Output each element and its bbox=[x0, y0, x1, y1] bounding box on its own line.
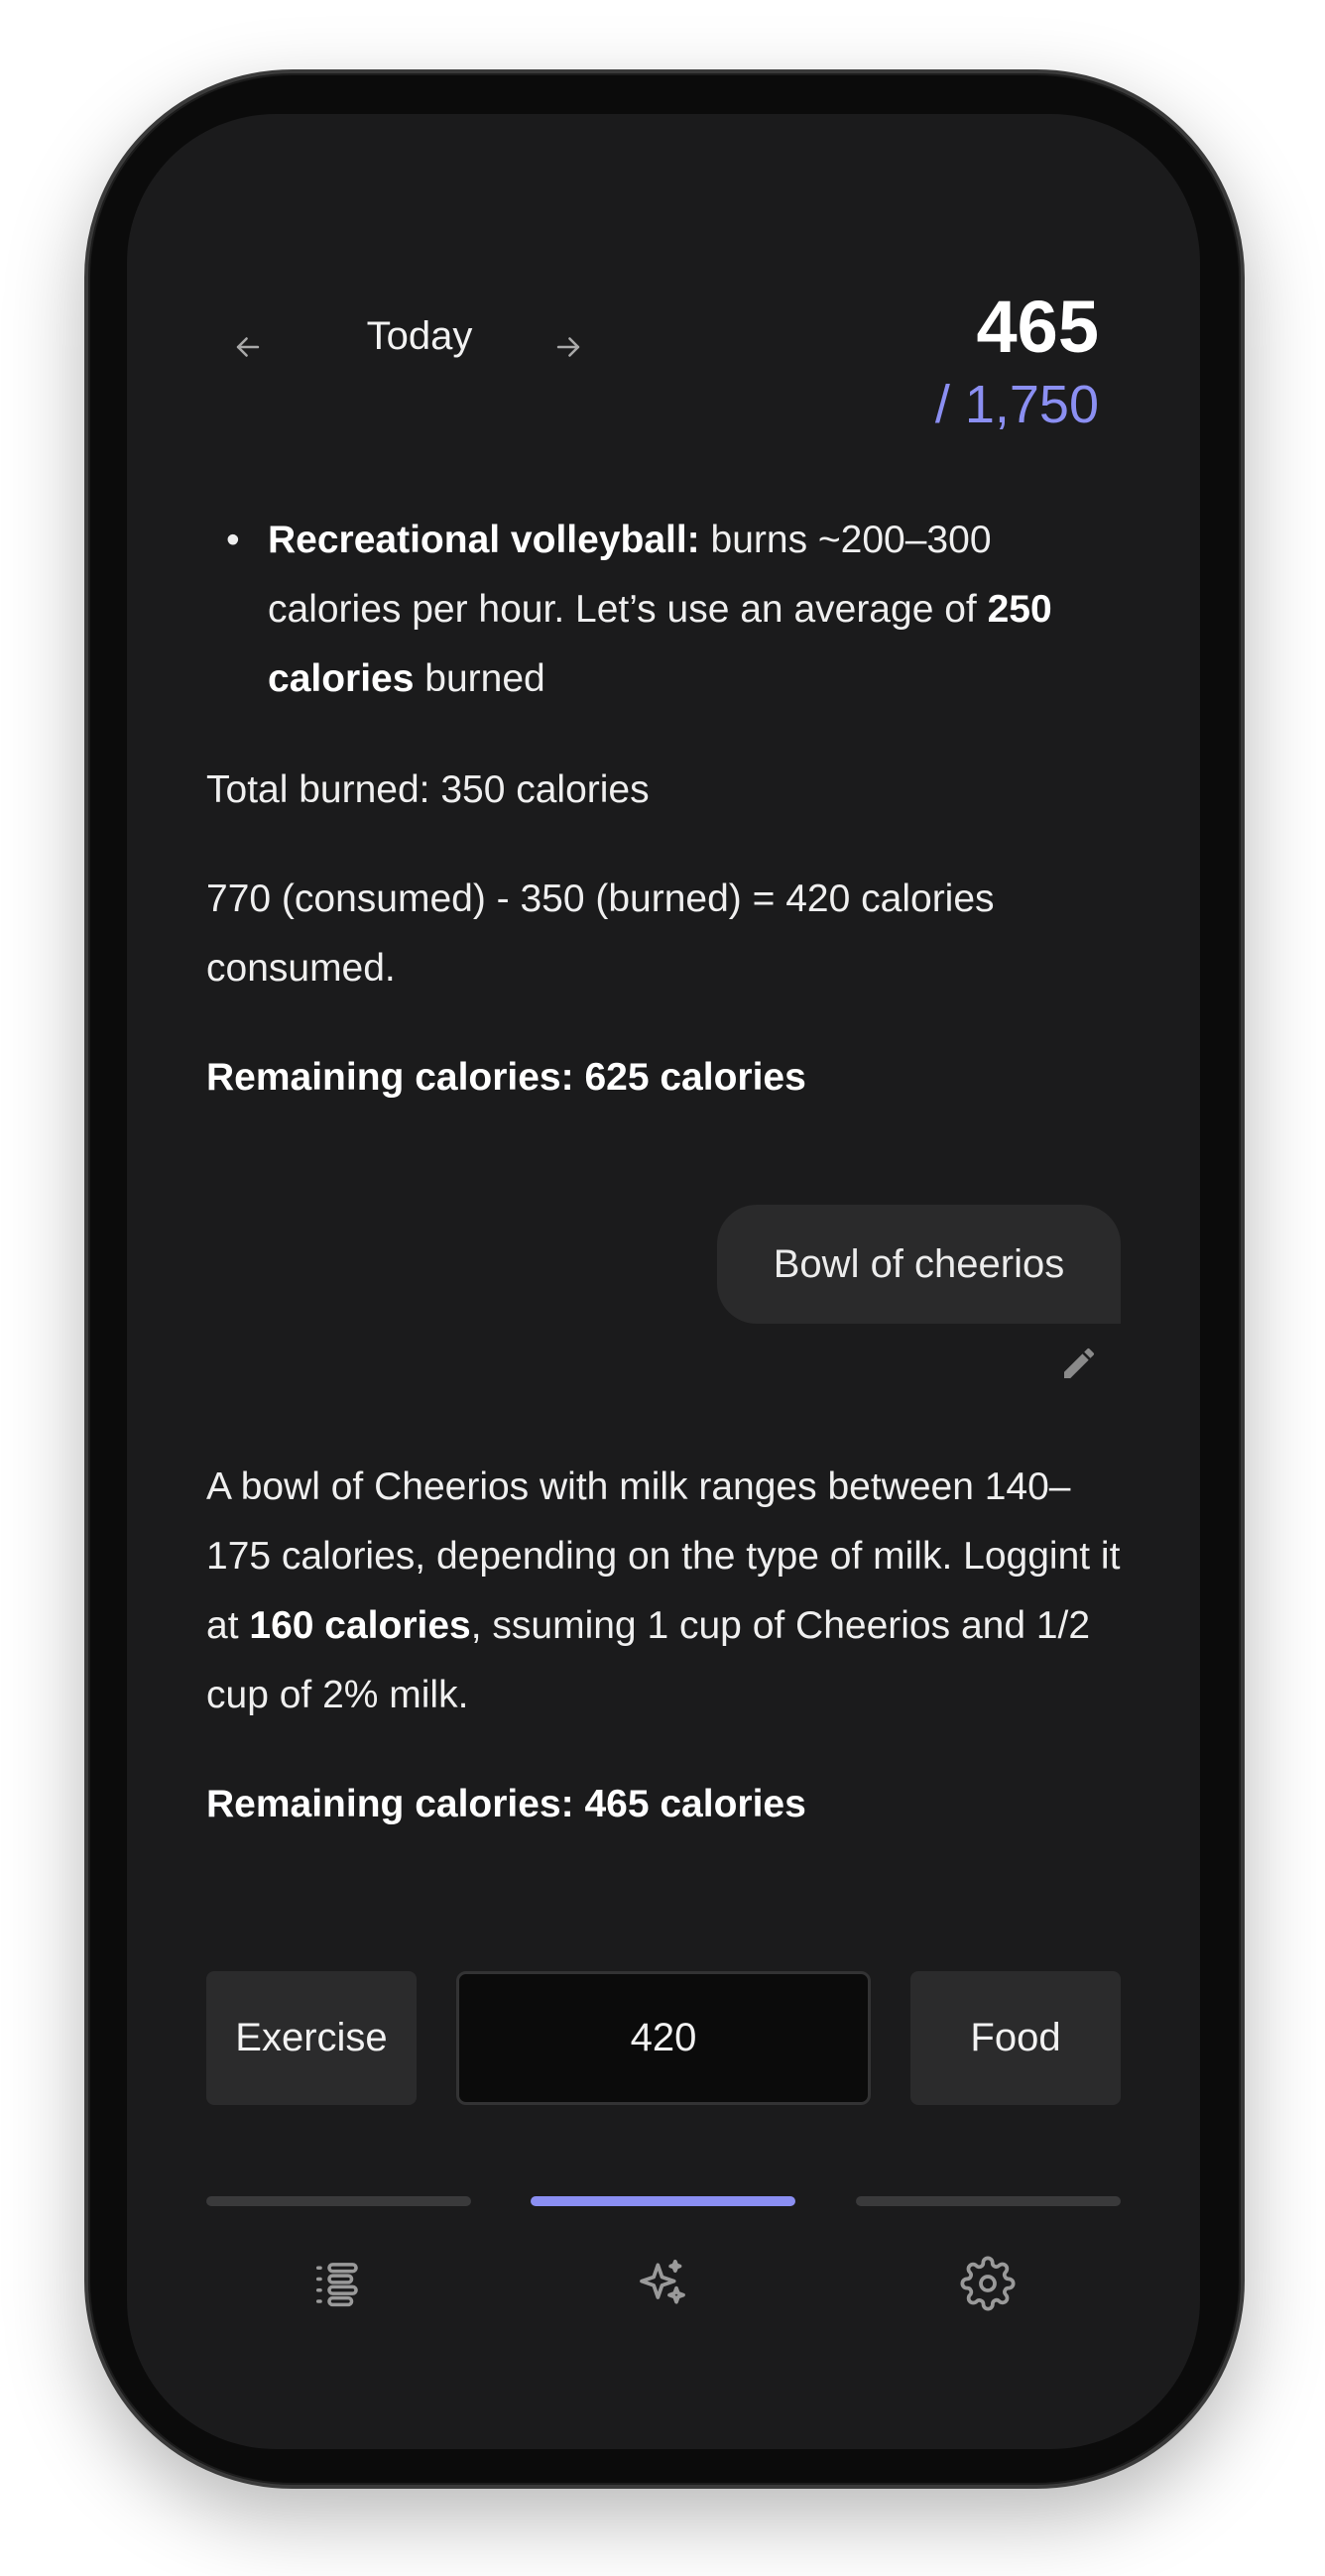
reply-bold: 160 calories bbox=[249, 1604, 471, 1647]
remaining-calories bbox=[206, 1770, 1129, 1839]
header bbox=[127, 114, 1200, 471]
arrow-left-icon[interactable] bbox=[218, 317, 278, 377]
bullet-text: burns ~200–300 calories per hour. Let’s use an average of bbox=[268, 519, 992, 631]
list-item bbox=[206, 506, 1124, 714]
tab-indicator-log bbox=[206, 2196, 471, 2206]
calorie-input[interactable] bbox=[456, 1971, 871, 2105]
reply-text bbox=[206, 1453, 1129, 1730]
sparkles-icon bbox=[635, 2256, 690, 2316]
exercise-button[interactable]: Exercise bbox=[206, 1971, 417, 2105]
tab-settings[interactable] bbox=[948, 2246, 1027, 2325]
pencil-icon[interactable] bbox=[1059, 1344, 1099, 1383]
tab-assistant[interactable] bbox=[623, 2246, 702, 2325]
remaining-calories bbox=[206, 1043, 1124, 1112]
tab-indicator-assistant bbox=[531, 2196, 795, 2206]
tab-log[interactable] bbox=[299, 2246, 378, 2325]
user-message-bubble: Bowl of cheerios bbox=[717, 1205, 1121, 1324]
tab-indicator-settings bbox=[856, 2196, 1121, 2206]
calories-goal: / 1,750 bbox=[934, 375, 1099, 434]
total-burned: Total burned: 350 calories bbox=[206, 768, 650, 811]
calculation: 770 (consumed) - 350 (burned) = 420 calories consumed. bbox=[206, 878, 995, 990]
entry-controls bbox=[206, 1971, 1121, 2105]
bullet-bold: Recreational volleyball: bbox=[268, 519, 700, 561]
calories-total: 465 bbox=[976, 286, 1099, 368]
log-list-icon bbox=[311, 2257, 365, 2315]
app-screen bbox=[127, 114, 1200, 2449]
remaining-calories-text: Remaining calories: 625 calories bbox=[206, 1056, 806, 1099]
assistant-reply bbox=[206, 1453, 1129, 1839]
assistant-message bbox=[206, 506, 1124, 1112]
food-button[interactable]: Food bbox=[910, 1971, 1121, 2105]
bullet-bold-2: 250 calories bbox=[268, 588, 1052, 700]
gear-icon bbox=[960, 2256, 1016, 2316]
reply-text-2: , ssuming 1 cup of Cheerios and 1/2 cup of 2% milk. bbox=[206, 1604, 1091, 1716]
reply-text-1: A bowl of Cheerios with milk ranges between 140–175 calories, depending on the type of milk. Loggint it at bbox=[206, 1465, 1121, 1647]
arrow-right-icon[interactable] bbox=[539, 317, 598, 377]
remaining-calories-text: Remaining calories: 465 calories bbox=[206, 1783, 806, 1825]
bullet-text-2: burned bbox=[414, 657, 545, 700]
date-label[interactable]: Today bbox=[366, 314, 473, 358]
